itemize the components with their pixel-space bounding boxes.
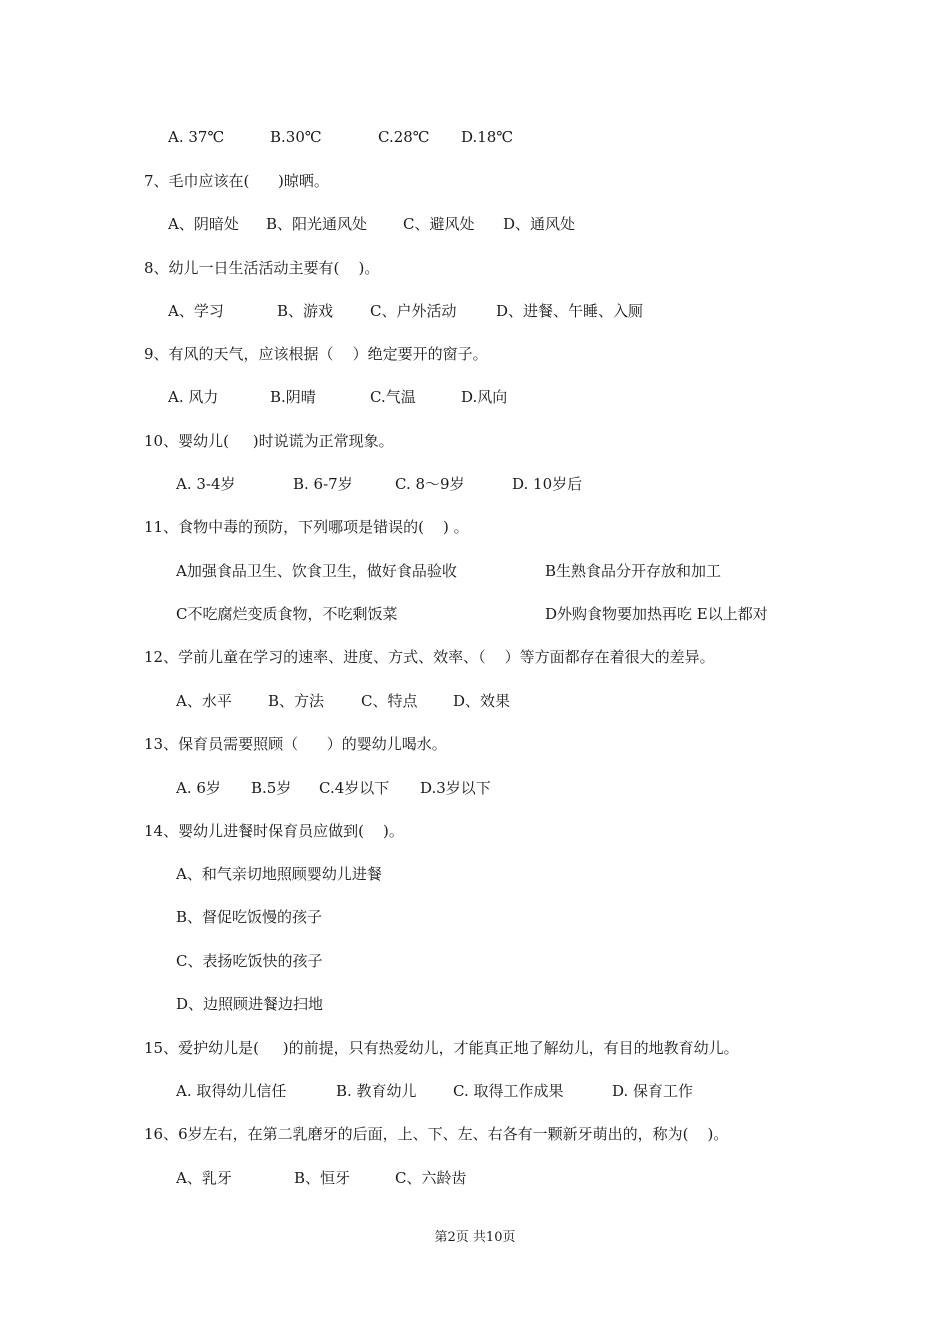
q8-option-a: A、学习	[168, 302, 224, 320]
q13-option-c: C.4岁以下	[319, 779, 390, 797]
q6-option-d: D.18℃	[461, 128, 514, 146]
q16-option-a: A、乳牙	[176, 1169, 232, 1187]
q11-stem: 11、食物中毒的预防，下列哪项是错误的( ) 。	[144, 518, 469, 536]
q13-option-d: D.3岁以下	[420, 779, 491, 797]
q10-option-a: A. 3-4岁	[176, 475, 236, 493]
q7-option-b: B、阳光通风处	[266, 215, 368, 233]
q10-option-b: B. 6-7岁	[293, 475, 353, 493]
q14-option-d: D、边照顾进餐边扫地	[176, 995, 324, 1013]
q15-option-c: C. 取得工作成果	[453, 1082, 564, 1100]
q14-option-b: B、督促吃饭慢的孩子	[176, 908, 323, 926]
q7-stem: 7、毛巾应该在( )晾晒。	[144, 172, 329, 190]
q15-stem: 15、爱护幼儿是( )的前提，只有热爱幼儿，才能真正地了解幼儿，有目的地教育幼儿。	[144, 1039, 739, 1057]
page-footer: 第2页 共10页	[434, 1230, 516, 1245]
q14-option-c: C、表扬吃饭快的孩子	[176, 952, 323, 970]
q13-option-a: A. 6岁	[176, 779, 221, 797]
q14-stem: 14、婴幼儿进餐时保育员应做到( )。	[144, 822, 404, 840]
q12-option-a: A、水平	[176, 692, 232, 710]
q13-option-b: B.5岁	[251, 779, 292, 797]
q15-option-a: A. 取得幼儿信任	[176, 1082, 287, 1100]
q10-option-c: C. 8～9岁	[395, 475, 465, 493]
q15-option-d: D. 保育工作	[612, 1082, 694, 1100]
q9-option-c: C.气温	[370, 388, 416, 406]
q14-option-a: A、和气亲切地照顾婴幼儿进餐	[176, 865, 382, 883]
q8-option-c: C、户外活动	[370, 302, 457, 320]
q9-option-b: B.阴晴	[270, 388, 316, 406]
q10-option-d: D. 10岁后	[512, 475, 583, 493]
q8-stem: 8、幼儿一日生活活动主要有( )。	[144, 259, 380, 277]
q10-stem: 10、婴幼儿( )时说谎为正常现象。	[144, 432, 394, 450]
q9-stem: 9、有风的天气，应该根据（ ）绝定要开的窗子。	[144, 345, 488, 363]
q11-option-a: A加强食品卫生、饮食卫生，做好食品验收	[176, 562, 457, 580]
q11-option-d: D外购食物要加热再吃 E以上都对	[545, 605, 768, 623]
q12-option-c: C、特点	[361, 692, 418, 710]
q16-option-b: B、恒牙	[294, 1169, 351, 1187]
q9-option-d: D.风向	[461, 388, 508, 406]
q13-stem: 13、保育员需要照顾（ ）的婴幼儿喝水。	[144, 735, 447, 753]
q15-option-b: B. 教育幼儿	[336, 1082, 417, 1100]
q8-option-b: B、游戏	[277, 302, 334, 320]
q6-option-c: C.28℃	[378, 128, 430, 146]
q7-option-a: A、阴暗处	[168, 215, 239, 233]
q11-option-b: B生熟食品分开存放和加工	[545, 562, 722, 580]
q12-option-b: B、方法	[268, 692, 325, 710]
q7-option-c: C、避风处	[403, 215, 475, 233]
q12-stem: 12、学前儿童在学习的速率、进度、方式、效率、（ ）等方面都存在着很大的差异。	[144, 648, 715, 666]
q9-option-a: A. 风力	[168, 388, 219, 406]
q8-option-d: D、进餐、午睡、入厕	[496, 302, 644, 320]
q16-stem: 16、6岁左右，在第二乳磨牙的后面，上、下、左、右各有一颗新牙萌出的，称为( )。	[144, 1125, 729, 1143]
q7-option-d: D、通风处	[503, 215, 576, 233]
q16-option-c: C、六龄齿	[395, 1169, 467, 1187]
q11-option-c: C不吃腐烂变质食物，不吃剩饭菜	[176, 605, 398, 623]
q6-option-b: B.30℃	[270, 128, 322, 146]
q6-option-a: A. 37℃	[168, 128, 225, 146]
q12-option-d: D、效果	[453, 692, 511, 710]
